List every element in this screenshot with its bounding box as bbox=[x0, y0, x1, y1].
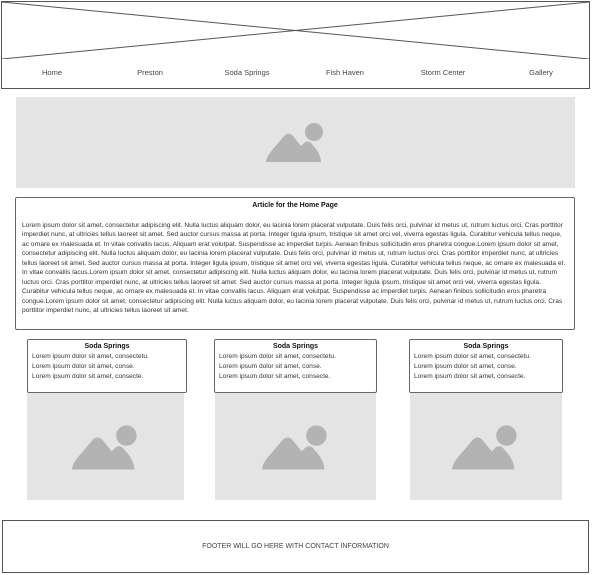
footer-text: FOOTER WILL GO HERE WITH CONTACT INFORMATION bbox=[202, 543, 389, 550]
article bbox=[15, 197, 575, 330]
card-title: Soda Springs bbox=[84, 343, 130, 350]
nav-item-fish-haven[interactable]: Fish Haven bbox=[326, 68, 364, 77]
article-body: Lorem ipsum dolor sit amet, consectetur adipiscing elit. Nulla luctus aliquam dolor, eu lacinia lorem placerat vulputate. Duis felis orci, pulvinar id metus ut, rutrum luctus orci. Cras porttitor imperdiet nunc, at ultricies tellus laoreet sit amet. Sed auctor cursus massa at porta. Integer ligula ipsum, tristique sit amet orci vel, viverra egestas ligula. Curabitur vehicula tellus neque, ac ornare ex malesuada et. In vitae convallis lacus. Aliquam erat volutpat. Suspendisse ac imperdiet turpis. Aenean finibus sollicitudin eros pharetra congue.Lorem ipsum dolor sit amet, consectetur adipiscing elit. Nulla luctus aliquam dolor, eu lacinia lorem placerat vulputate. Duis felis orci, pulvinar id metus ut, rutrum luctus orci. Cras porttitor imperdiet nunc, at ultricies tellus laoreet sit amet. Sed auctor cursus massa at porta. Integer ligula ipsum, tristique sit amet orci vel, viverra egestas ligula. Curabitur vehicula tellus neque, ac ornare ex malesuada et. In vitae convallis lacus.Lorem ipsum dolor sit amet, consectetur adipiscing elit. Nulla luctus aliquam dolor, eu lacinia lorem placerat vulputate. Duis felis orci, pulvinar id metus ut, rutrum luctus orci. Cras porttitor imperdiet nunc, at ultricies tellus laoreet sit amet. Sed auctor cursus massa at porta. Integer ligula ipsum, tristique sit amet orci vel, viverra egestas ligula. Curabitur vehicula tellus neque, ac ornare ex malesuada et. In vitae convallis lacus. Aliquam erat volutpat. Suspendisse ac imperdiet turpis. Aenean finibus sollicitudin eros pharetra congue.Lorem ipsum dolor sit amet, consectetur adipiscing elit. Nulla luctus aliquam dolor, eu lacinia lorem placerat vulputate. Duis felis orci, pulvinar id metus ut, rutrum luctus orci. Cras porttitor imperdiet nunc, at ultricies tellus laoreet sit amet. bbox=[22, 222, 566, 315]
footer bbox=[2, 520, 589, 573]
card-line: Lorem ipsum dolor sit amet, conse. bbox=[32, 363, 135, 370]
nav-item-home[interactable]: Home bbox=[41, 68, 62, 77]
article-title: Article for the Home Page bbox=[252, 202, 338, 209]
card-text bbox=[214, 339, 377, 393]
card-text bbox=[27, 339, 187, 393]
image-placeholder-icon bbox=[262, 424, 330, 472]
card-line: Lorem ipsum dolor sit amet, consecte. bbox=[32, 373, 144, 380]
card-title: Soda Springs bbox=[463, 343, 509, 350]
image-placeholder-icon bbox=[266, 122, 326, 164]
card-text bbox=[409, 339, 563, 393]
nav-item-soda-springs[interactable]: Soda Springs bbox=[224, 68, 270, 77]
card-line: Lorem ipsum dolor sit amet, conse. bbox=[414, 363, 517, 370]
card-line: Lorem ipsum dolor sit amet, consectetu. bbox=[219, 353, 336, 360]
nav-item-gallery[interactable]: Gallery bbox=[529, 68, 553, 77]
image-placeholder-icon bbox=[452, 424, 520, 472]
header-banner bbox=[1, 1, 590, 60]
card-line: Lorem ipsum dolor sit amet, conse. bbox=[219, 363, 322, 370]
nav-item-preston[interactable]: Preston bbox=[137, 68, 163, 77]
card-line: Lorem ipsum dolor sit amet, consecte. bbox=[414, 373, 526, 380]
image-placeholder-icon bbox=[72, 424, 140, 472]
card-line: Lorem ipsum dolor sit amet, consecte. bbox=[219, 373, 331, 380]
hero-image bbox=[16, 97, 575, 188]
nav-item-storm-center[interactable]: Storm Center bbox=[420, 68, 466, 77]
banner-placeholder-icon bbox=[2, 2, 589, 59]
card-line: Lorem ipsum dolor sit amet, consectetu. bbox=[32, 353, 149, 360]
card-title: Soda Springs bbox=[272, 343, 319, 350]
card-line: Lorem ipsum dolor sit amet, consectetu. bbox=[414, 353, 531, 360]
main-nav bbox=[1, 59, 590, 89]
